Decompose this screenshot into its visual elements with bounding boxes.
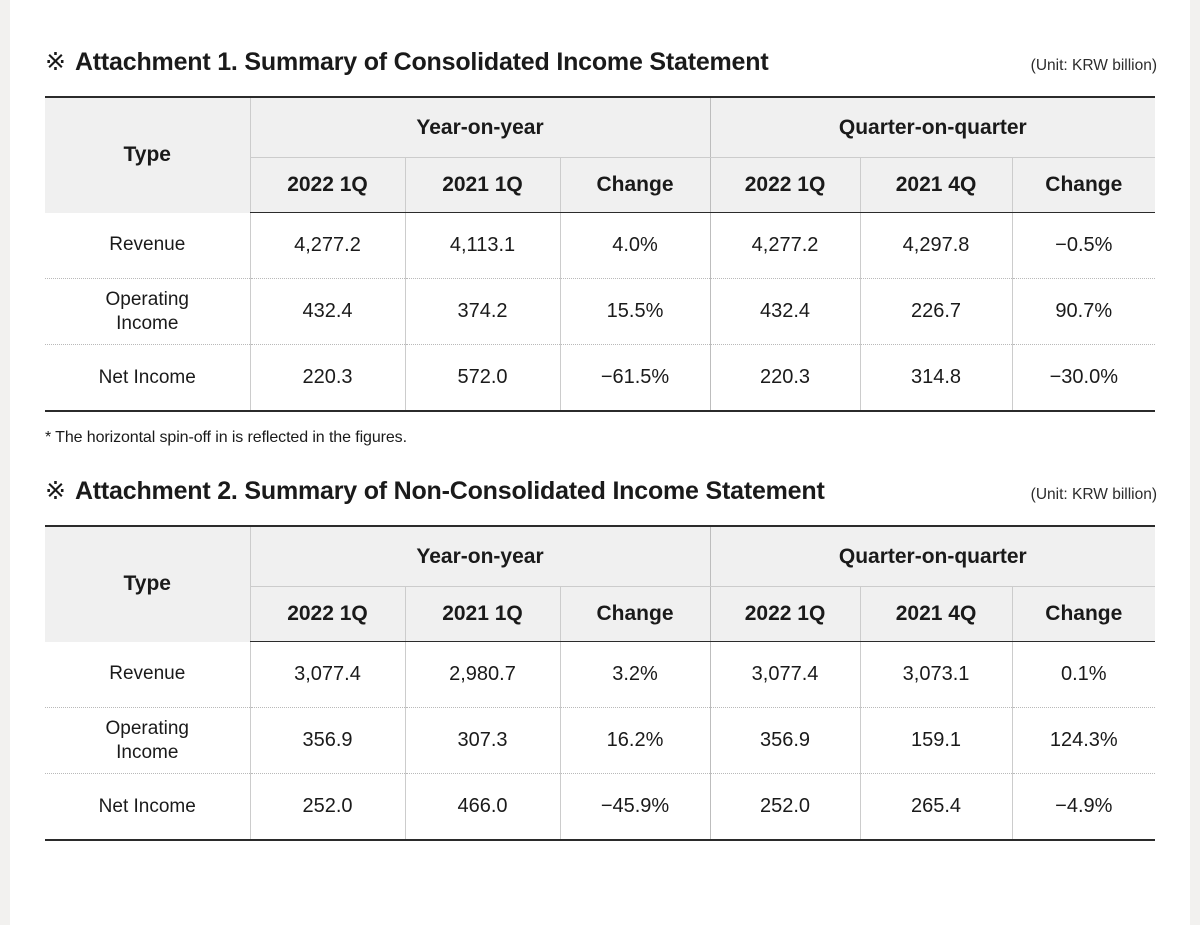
table-row <box>45 708 1155 774</box>
financial-table-consolidated <box>45 98 1155 410</box>
row-label-line1: Operating <box>105 717 189 739</box>
cell-revenue-qoq-2022-1q: 4,277.2 <box>710 213 860 279</box>
cell-net-income-yoy-2021-1q: 572.0 <box>405 345 560 411</box>
footnote-attachment-1: * The horizontal spin-off in is reflected in the figures. <box>45 429 407 446</box>
column-header-yoy-change: Change <box>560 587 710 642</box>
column-group-header-qoq: Quarter-on-quarter <box>710 98 1155 158</box>
column-header-qoq-2022-1q: 2022 1Q <box>710 158 860 213</box>
cell-revenue-qoq-change: 0.1% <box>1012 642 1155 708</box>
table-wrapper-attachment-2 <box>45 525 1155 841</box>
cell-revenue-yoy-2021-1q: 2,980.7 <box>405 642 560 708</box>
column-header-qoq-2022-1q: 2022 1Q <box>710 587 860 642</box>
cell-operating-income-yoy-2021-1q: 374.2 <box>405 279 560 345</box>
cell-net-income-yoy-change: −61.5% <box>560 345 710 411</box>
column-header-yoy-change: Change <box>560 158 710 213</box>
column-group-header-yoy: Year-on-year <box>250 98 710 158</box>
column-header-yoy-2021-1q: 2021 1Q <box>405 587 560 642</box>
column-header-qoq-change: Change <box>1012 158 1155 213</box>
cell-operating-income-qoq-change: 124.3% <box>1012 708 1155 774</box>
column-group-header-yoy: Year-on-year <box>250 527 710 587</box>
column-header-yoy-2022-1q: 2022 1Q <box>250 158 405 213</box>
cell-operating-income-qoq-2022-1q: 356.9 <box>710 708 860 774</box>
cell-net-income-qoq-2021-4q: 314.8 <box>860 345 1012 411</box>
cell-operating-income-yoy-2022-1q: 356.9 <box>250 708 405 774</box>
cell-revenue-qoq-change: −0.5% <box>1012 213 1155 279</box>
cell-revenue-yoy-2022-1q: 4,277.2 <box>250 213 405 279</box>
page-title-2: Attachment 2. Summary of Non-Consolidated Income Statement <box>74 477 825 505</box>
column-group-header-qoq: Quarter-on-quarter <box>710 527 1155 587</box>
cell-net-income-yoy-2021-1q: 466.0 <box>405 774 560 840</box>
cell-revenue-yoy-change: 4.0% <box>560 213 710 279</box>
cell-revenue-qoq-2021-4q: 4,297.8 <box>860 213 1012 279</box>
column-header-yoy-2022-1q: 2022 1Q <box>250 587 405 642</box>
cell-revenue-yoy-2022-1q: 3,077.4 <box>250 642 405 708</box>
row-label-operating-income <box>45 279 250 345</box>
page-margin-right <box>1190 0 1200 925</box>
unit-note-2: (Unit: KRW billion) <box>1030 486 1157 503</box>
section-heading-attachment-1 <box>45 48 1157 77</box>
page-title: Attachment 1. Summary of Consolidated Income Statement <box>74 48 769 76</box>
cell-operating-income-yoy-2022-1q: 432.4 <box>250 279 405 345</box>
section-mark-icon: ※ <box>45 48 66 76</box>
row-label-net-income: Net Income <box>98 366 196 388</box>
cell-revenue-yoy-2021-1q: 4,113.1 <box>405 213 560 279</box>
cell-net-income-yoy-2022-1q: 220.3 <box>250 345 405 411</box>
section-mark-icon: ※ <box>45 477 66 505</box>
cell-net-income-yoy-2022-1q: 252.0 <box>250 774 405 840</box>
column-header-yoy-2021-1q: 2021 1Q <box>405 158 560 213</box>
row-label-line1: Operating <box>105 288 189 310</box>
row-label-line2: Income <box>116 741 179 763</box>
cell-net-income-qoq-2022-1q: 252.0 <box>710 774 860 840</box>
table-row <box>45 345 1155 411</box>
row-label-line2: Income <box>116 312 179 334</box>
row-label-revenue: Revenue <box>45 213 250 279</box>
column-header-qoq-2021-4q: 2021 4Q <box>860 158 1012 213</box>
unit-note: (Unit: KRW billion) <box>1030 57 1157 74</box>
table-row <box>45 774 1155 840</box>
cell-net-income-qoq-change: −4.9% <box>1012 774 1155 840</box>
document-content <box>45 0 1157 841</box>
cell-operating-income-yoy-2021-1q: 307.3 <box>405 708 560 774</box>
cell-revenue-qoq-2021-4q: 3,073.1 <box>860 642 1012 708</box>
cell-operating-income-qoq-2021-4q: 226.7 <box>860 279 1012 345</box>
column-header-type: Type <box>45 527 250 642</box>
cell-revenue-qoq-2022-1q: 3,077.4 <box>710 642 860 708</box>
cell-operating-income-qoq-2022-1q: 432.4 <box>710 279 860 345</box>
page-margin-left <box>0 0 10 925</box>
row-label-revenue: Revenue <box>45 642 250 708</box>
table-row <box>45 279 1155 345</box>
cell-operating-income-qoq-change: 90.7% <box>1012 279 1155 345</box>
cell-net-income-qoq-2022-1q: 220.3 <box>710 345 860 411</box>
column-header-qoq-change: Change <box>1012 587 1155 642</box>
cell-net-income-yoy-change: −45.9% <box>560 774 710 840</box>
column-header-qoq-2021-4q: 2021 4Q <box>860 587 1012 642</box>
cell-net-income-qoq-2021-4q: 265.4 <box>860 774 1012 840</box>
cell-operating-income-yoy-change: 15.5% <box>560 279 710 345</box>
table-wrapper-attachment-1 <box>45 96 1155 412</box>
financial-table-non-consolidated <box>45 527 1155 839</box>
column-header-type: Type <box>45 98 250 213</box>
table-header-group-row <box>45 98 1155 158</box>
section-heading-attachment-2 <box>45 477 1157 506</box>
cell-net-income-qoq-change: −30.0% <box>1012 345 1155 411</box>
cell-revenue-yoy-change: 3.2% <box>560 642 710 708</box>
cell-operating-income-yoy-change: 16.2% <box>560 708 710 774</box>
table-row <box>45 642 1155 708</box>
table-header-group-row <box>45 527 1155 587</box>
row-label-net-income: Net Income <box>98 795 196 817</box>
table-row <box>45 213 1155 279</box>
row-label-operating-income <box>45 708 250 774</box>
cell-operating-income-qoq-2021-4q: 159.1 <box>860 708 1012 774</box>
